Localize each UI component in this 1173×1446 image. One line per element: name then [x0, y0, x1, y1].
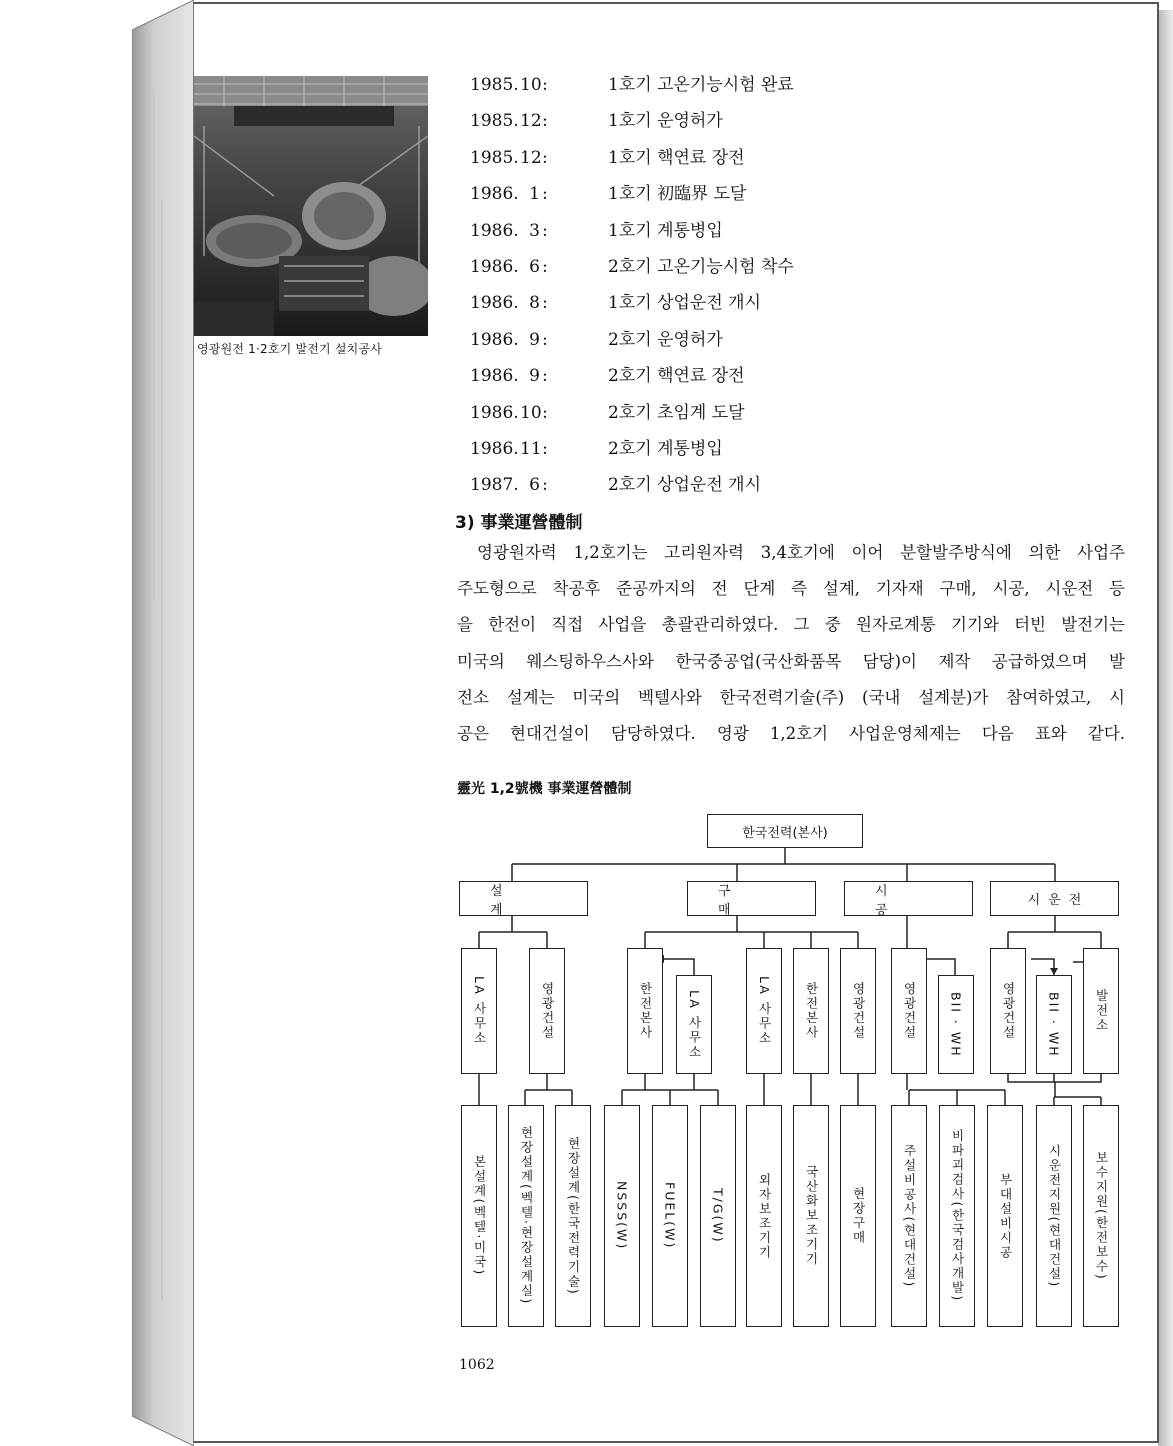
org-leaf-main-facility-works: 주설비공사(현대건설) — [891, 1105, 927, 1327]
timeline-event: 1호기 핵연료 장전 — [608, 147, 745, 168]
org-mid-power-plant: 발전소 — [1083, 948, 1119, 1074]
org-root-box: 한국전력(본사) — [707, 814, 863, 848]
paragraph-line: 영광원자력 1,2호기는 고리원자력 3,4호기에 이어 분할발주방식에 의한 사업주 — [477, 543, 1125, 562]
timeline-year: 1986. — [470, 184, 519, 205]
org-leaf-site-design-kopec: 현장설계(한국전력기술) — [555, 1105, 591, 1327]
timeline-month: 12 — [520, 111, 542, 132]
org-dept-commissioning: 시운전 — [990, 881, 1119, 916]
timeline-year: 1986. — [470, 402, 519, 423]
timeline-year: 1986. — [470, 256, 519, 277]
timeline-month: 1 — [529, 184, 540, 205]
paragraph-line: 주도형으로 착공후 준공까지의 전 단계 즉 설계, 기자재 구매, 시공, 시운전 등 — [457, 579, 1125, 599]
timeline-event: 1호기 상업운전 개시 — [608, 293, 761, 314]
org-mid-la-office: LA 사무소 — [676, 975, 712, 1074]
org-leaf-foreign-aux-equipment: 외자보조기기 — [746, 1105, 782, 1327]
org-mid-yeonggwang-construction: 영광건설 — [990, 948, 1026, 1074]
timeline-month: 10 — [520, 402, 542, 423]
timeline-event: 2호기 운영허가 — [608, 329, 723, 350]
org-leaf-ndt-inspection: 비파괴검사(한국검사개발) — [939, 1105, 975, 1327]
timeline-event: 2호기 고온기능시험 착수 — [608, 256, 794, 277]
timeline-item: 1986. 9 : 2호기 핵연료 장전 — [470, 361, 794, 397]
section-title: 3) 事業運營體制 — [455, 513, 583, 533]
org-leaf-site-purchasing: 현장구매 — [840, 1105, 876, 1327]
timeline-year: 1986. — [470, 293, 519, 314]
timeline-month: 6 — [529, 256, 540, 277]
paragraph-line: 공은 현대건설이 담당하였다. 영광 1,2호기 사업운영체제는 다음 표와 같다. — [457, 723, 1125, 743]
timeline-year: 1985. — [470, 111, 519, 132]
timeline-year: 1987. — [470, 475, 519, 496]
timeline-item: 1985.12: 1호기 핵연료 장전 — [470, 143, 794, 179]
page-number: 1062 — [459, 1357, 495, 1373]
timeline-event: 2호기 상업운전 개시 — [608, 475, 761, 496]
timeline-month: 9 — [529, 329, 540, 350]
org-leaf-turbine-generator: T/G(W) — [700, 1105, 736, 1327]
org-mid-la-office: LA 사무소 — [746, 948, 782, 1074]
timeline-year: 1985. — [470, 147, 519, 168]
timeline-year: 1986. — [470, 220, 519, 241]
timeline-item: 1986. 9 : 2호기 운영허가 — [470, 325, 794, 361]
org-dept-procurement: 구 매 — [687, 881, 816, 916]
timeline-year: 1986. — [470, 438, 519, 459]
timeline-item: 1985.12: 1호기 운영허가 — [470, 106, 794, 142]
timeline-item: 1987. 6 : 2호기 상업운전 개시 — [470, 470, 794, 506]
timeline-month: 8 — [529, 293, 540, 314]
timeline-item: 1985.10: 1호기 고온기능시험 완료 — [470, 70, 794, 106]
timeline-year: 1985. — [470, 75, 519, 95]
org-leaf-auxiliary-construction: 부대설비시공 — [987, 1105, 1023, 1327]
timeline-item: 1986.10: 2호기 초임계 도달 — [470, 398, 794, 434]
timeline-event: 1호기 初臨界 도달 — [608, 184, 747, 205]
org-mid-yeonggwang-construction: 영광건설 — [529, 948, 565, 1074]
org-mid-bii-wh: BII · WH — [938, 975, 974, 1074]
timeline-event: 2호기 핵연료 장전 — [608, 366, 745, 387]
org-leaf-commissioning-support: 시운전지원(현대건설) — [1036, 1105, 1072, 1327]
timeline-month: 12 — [520, 147, 542, 168]
timeline-month: 6 — [529, 475, 540, 496]
org-dept-construction: 시 공 — [844, 881, 973, 916]
timeline-item: 1986. 1 : 1호기 初臨界 도달 — [470, 179, 794, 215]
paragraph-line: 미국의 웨스팅하우스사와 한국중공업(국산화품목 담당)이 제작 공급하였으며 발 — [457, 651, 1125, 671]
timeline-event: 2호기 계통병입 — [608, 438, 723, 459]
org-mid-bii-wh: BII · WH — [1036, 975, 1072, 1074]
org-dept-design: 설 계 — [459, 881, 588, 916]
timeline-month: 3 — [529, 220, 540, 241]
org-leaf-nsss: NSSS(W) — [604, 1105, 640, 1327]
timeline-item: 1986.11: 2호기 계통병입 — [470, 434, 794, 470]
timeline-item: 1986. 8 : 1호기 상업운전 개시 — [470, 288, 794, 324]
timeline-year: 1986. — [470, 366, 519, 387]
timeline-event: 1호기 계통병입 — [608, 220, 723, 241]
paragraph-line: 전소 설계는 미국의 벡텔사와 한국전력기술(주) (국내 설계분)가 참여하였고, 시 — [457, 687, 1125, 707]
timeline-event: 1호기 고온기능시험 완료 — [608, 75, 794, 95]
org-leaf-maintenance-support: 보수지원(한전보수) — [1083, 1105, 1119, 1327]
org-leaf-main-design: 본설계(벡텔·미국) — [461, 1105, 497, 1327]
org-mid-yeonggwang-construction: 영광건설 — [840, 948, 876, 1074]
org-leaf-site-design-bechtel: 현장설계(벡텔·현장설계실) — [508, 1105, 544, 1327]
timeline-item: 1986. 3 : 1호기 계통병입 — [470, 216, 794, 252]
org-leaf-domestic-aux-equipment: 국산화보조기기 — [793, 1105, 829, 1327]
timeline-year: 1986. — [470, 329, 519, 350]
timeline-event: 2호기 초임계 도달 — [608, 402, 745, 423]
org-mid-yeonggwang-construction: 영광건설 — [891, 948, 927, 1074]
org-mid-kepco-hq: 한전본사 — [793, 948, 829, 1074]
timeline-month: 9 — [529, 366, 540, 387]
timeline-month: 10 — [520, 75, 542, 95]
org-mid-kepco-hq: 한전본사 — [627, 948, 663, 1074]
org-chart-caption: 靈光 1,2號機 事業運營體制 — [457, 781, 632, 797]
org-mid-la-office: LA 사무소 — [461, 948, 497, 1074]
timeline-item: 1986. 6 : 2호기 고온기능시험 착수 — [470, 252, 794, 288]
org-leaf-fuel: FUEL(W) — [652, 1105, 688, 1327]
photo-caption: 영광원전 1·2호기 발전기 설치공사 — [197, 342, 383, 356]
timeline-event: 1호기 운영허가 — [608, 111, 723, 132]
paragraph-line: 을 한전이 직접 사업을 총괄관리하였다. 그 중 원자로계통 기기와 터빈 발전기는 — [457, 615, 1125, 635]
timeline-month: 11 — [520, 438, 542, 459]
